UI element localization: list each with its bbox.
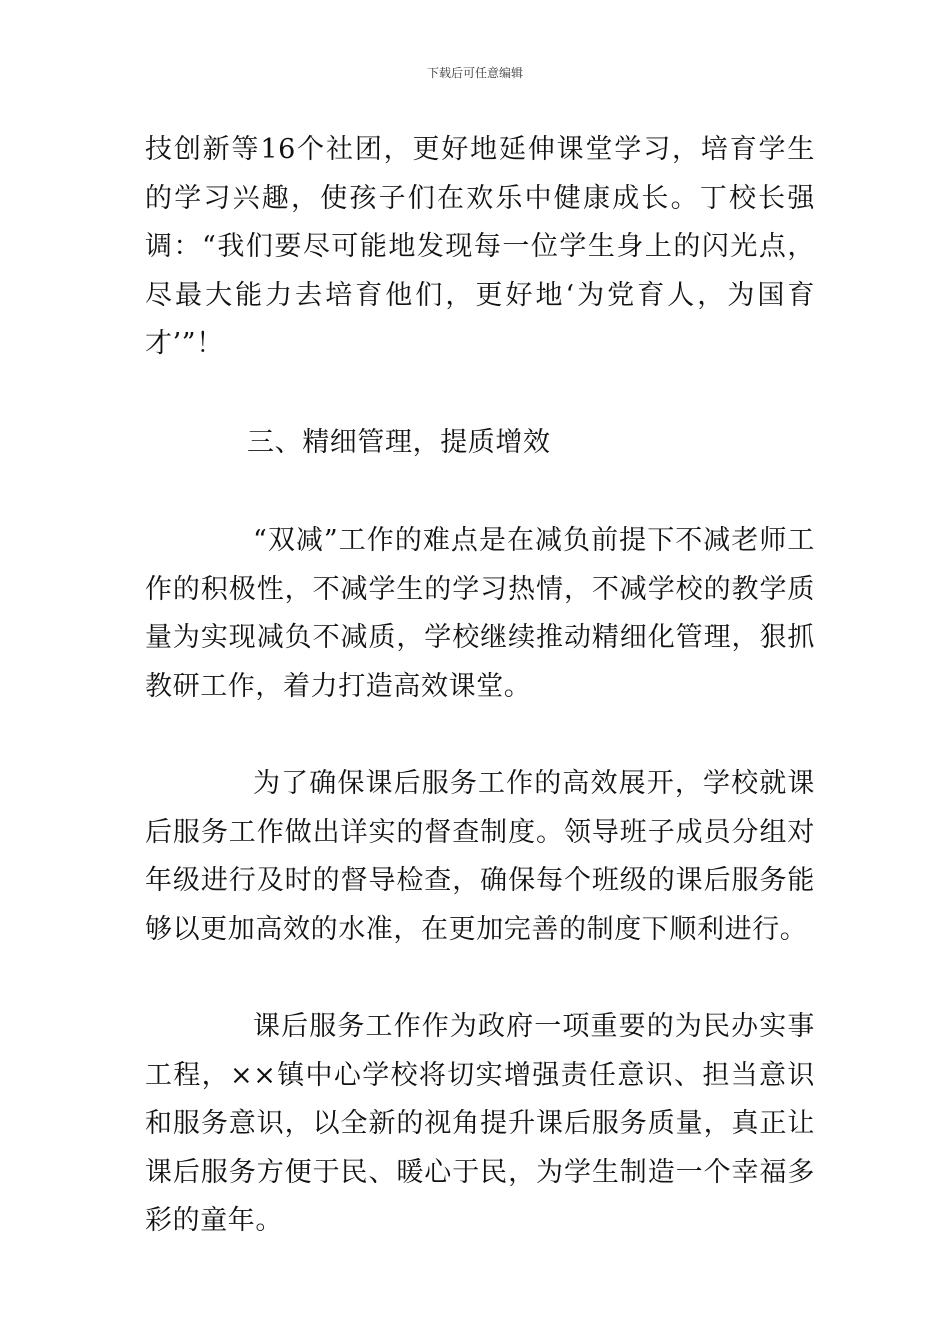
- paragraph-double-reduction: “双减”工作的难点是在减负前提下不减老师工作的积极性，不减学生的学习热情，不减学校的教学质量为实现减负不减质，学校继续推动精细化管理，狠抓教研工作，着力打造高效课堂。: [145, 525, 815, 702]
- page-header: 下载后可任意编辑: [426, 66, 523, 80]
- paragraph-service-commitment: 课后服务工作作为政府一项重要的为民办实事工程，××镇中心学校将切实增强责任意识、担当意识和服务意识，以全新的视角提升课后服务质量，真正让课后服务方便于民、暖心于民，为学生制造一个幸福多彩的童年。: [145, 1011, 815, 1236]
- section-heading-three: 三、精细管理，提质增效: [247, 426, 551, 458]
- paragraph-supervision-system: 为了确保课后服务工作的高效展开，学校就课后服务工作做出详实的督查制度。领导班子成员分组对年级进行及时的督导检查，确保每个班级的课后服务能够以更加高效的水准，在更加完善的制度下顺利进行。: [145, 768, 815, 945]
- paragraph-clubs-continuation: 技创新等16个社团，更好地延伸课堂学习，培育学生的学习兴趣，使孩子们在欢乐中健康成长。丁校长强调：“我们要尽可能地发现每一位学生身上的闪光点，尽最大能力去培育他们，更好地‘为党育人，为国育才’”！: [145, 134, 815, 359]
- document-body: [145, 126, 815, 1246]
